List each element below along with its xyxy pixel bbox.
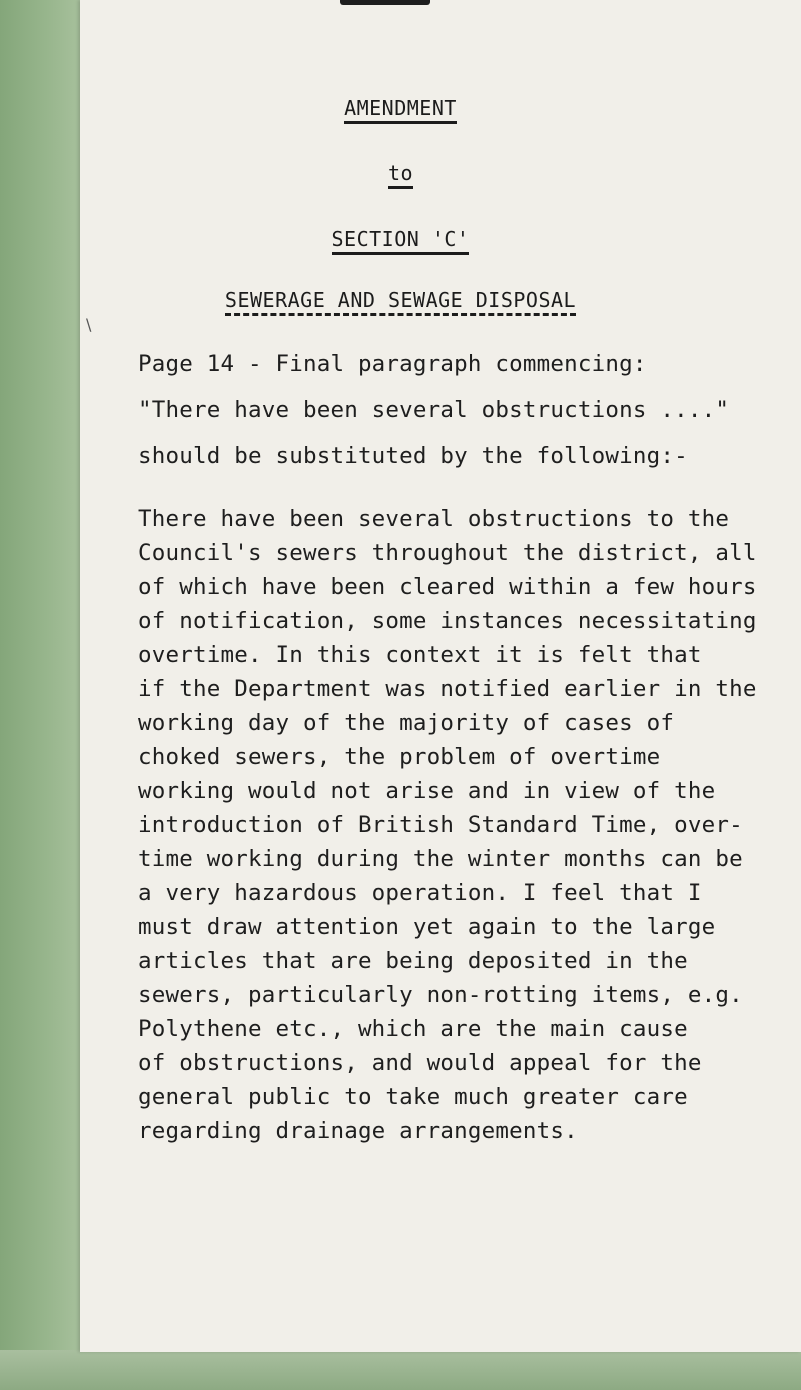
body-line: introduction of British Standard Time, over- [138,812,743,838]
heading-amendment [0,96,801,124]
binding-tape [340,0,430,5]
body-line: working day of the majority of cases of [138,710,675,736]
body-line: articles that are being deposited in the [138,948,688,974]
margin-mark: \ [86,315,92,334]
body-line: Polythene etc., which are the main cause [138,1016,688,1042]
heading-section [0,227,801,255]
heading-subject [0,288,801,316]
body-line: time working during the winter months can be [138,846,743,872]
body-line: working would not arise and in view of the [138,778,716,804]
body-line: sewers, particularly non-rotting items, e.g. [138,982,743,1008]
body-line: of which have been cleared within a few hours [138,574,757,600]
body-line: Council's sewers throughout the district, all [138,540,757,566]
body-line: general public to take much greater care [138,1084,688,1110]
heading-section-text: SECTION 'C' [332,228,470,255]
backdrop-left [0,0,80,1390]
body-line: a very hazardous operation. I feel that I [138,880,702,906]
heading-to [0,161,801,189]
body-line: choked sewers, the problem of overtime [138,744,661,770]
heading-subject-text: SEWERAGE AND SEWAGE DISPOSAL [225,289,576,316]
body-line: must draw attention yet again to the large [138,914,716,940]
backdrop-bottom [0,1350,801,1390]
intro-line: "There have been several obstructions ...." [138,397,730,423]
body-line: There have been several obstructions to the [138,506,730,532]
intro-line: Page 14 - Final paragraph commencing: [138,351,647,377]
body-line: if the Department was notified earlier in the [138,676,757,702]
body-line: overtime. In this context it is felt that [138,642,702,668]
body-line: of notification, some instances necessitating [138,608,757,634]
heading-to-text: to [388,162,413,189]
intro-line: should be substituted by the following:- [138,443,688,469]
body-line: regarding drainage arrangements. [138,1118,578,1144]
heading-amendment-text: AMENDMENT [344,97,457,124]
body-line: of obstructions, and would appeal for the [138,1050,702,1076]
